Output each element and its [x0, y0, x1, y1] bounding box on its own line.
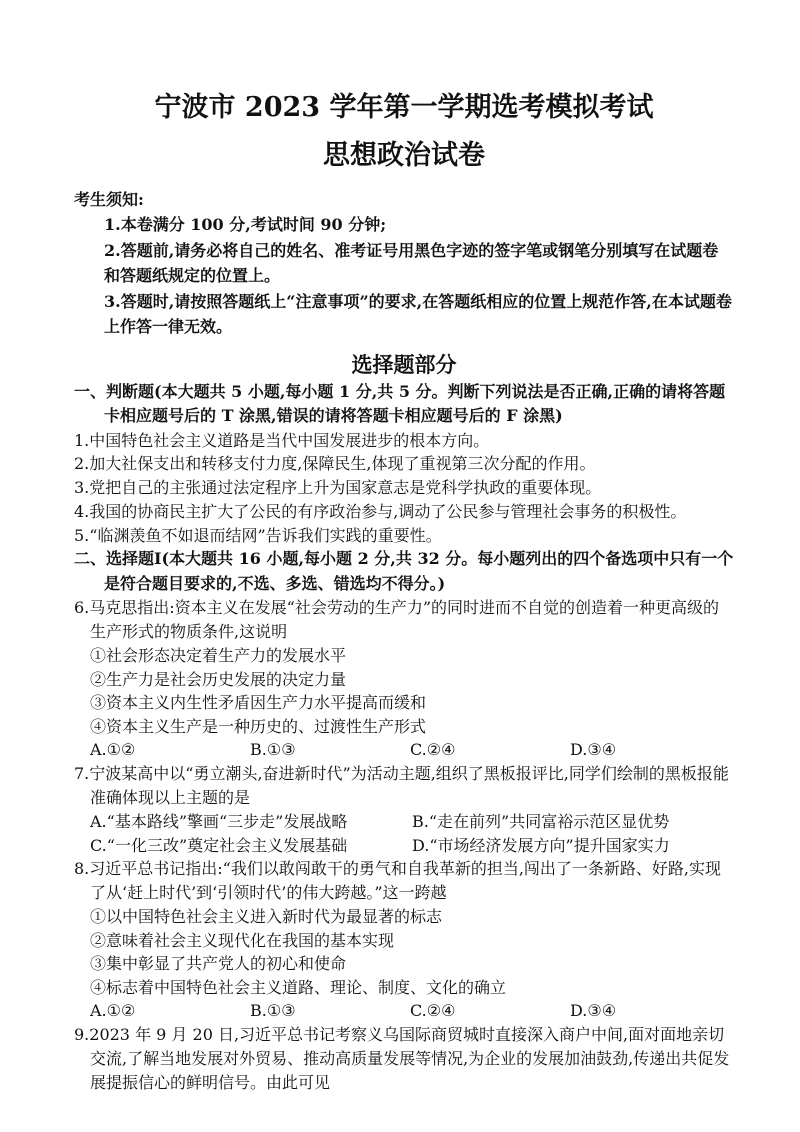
- question-8-option: ②意味着社会主义现代化在我国的基本实现: [90, 930, 395, 950]
- question-6-option: ①社会形态决定着生产力的发展水平: [90, 646, 347, 666]
- question-4: 4.我国的协商民主扩大了公民的有序政治参与,调动了公民参与管理社会事务的积极性。: [74, 501, 687, 521]
- question-9-stem: 9.2023 年 9 月 20 日,习近平总书记考察义乌国际商贸城时直接深入商户中间,面对面地亲切交流,了解当地发展对外贸易、推动高质量发展等情况,为企业的发展加油鼓劲,传递出共促发展提振信心的鲜明信号。由此可见: [74, 1025, 730, 1092]
- question-8-option: ④标志着中国特色社会主义道路、理论、制度、文化的确立: [90, 977, 507, 997]
- question-8-option: ③集中彰显了共产党人的初心和使命: [90, 954, 347, 974]
- question-6-option: ③资本主义内生性矛盾因生产力水平提高而缓和: [90, 693, 427, 713]
- choice-a: A.①②: [90, 740, 136, 760]
- question-8-option: ①以中国特色社会主义进入新时代为最显著的标志: [90, 907, 443, 927]
- question-1: 1.中国特色社会主义道路是当代中国发展进步的根本方向。: [74, 430, 490, 450]
- question-6-choices: [74, 738, 734, 762]
- question-6-option: ④资本主义生产是一种历史的、过渡性生产形式: [90, 716, 427, 736]
- part1-heading: 一、判断题(本大题共 5 小题,每小题 1 分,共 5 分。判断下列说法是否正确,正确的请将答题卡相应题号后的 T 涂黑,错误的请将答题卡相应题号后的 F 涂黑): [74, 381, 726, 425]
- choice-c: C.“一化三改”奠定社会主义发展基础: [90, 835, 348, 855]
- choice-b: B.“走在前列”共同富裕示范区显优势: [412, 811, 670, 831]
- question-7-choices-row2: [74, 834, 734, 858]
- question-2: 2.加大社保支出和转移支付力度,保障民生,体现了重视第三次分配的作用。: [74, 454, 596, 474]
- page-subtitle: 思想政治试卷: [323, 140, 485, 171]
- choice-b: B.①③: [250, 740, 296, 760]
- choice-d: D.③④: [570, 740, 617, 760]
- question-6-stem: 6.马克思指出:资本主义在发展“社会劳动的生产力”的同时进而不自觉的创造着一种更高级的生产形式的物质条件,这说明: [74, 598, 720, 642]
- section-title: 选择题部分: [351, 351, 457, 377]
- question-3: 3.党把自己的主张通过法定程序上升为国家意志是党科学执政的重要体现。: [74, 478, 602, 498]
- question-6-option: ②生产力是社会历史发展的决定力量: [90, 669, 347, 689]
- notice-heading: 考生须知:: [74, 190, 144, 209]
- choice-c: C.②④: [410, 740, 456, 760]
- question-7-choices-row1: [74, 810, 734, 834]
- notice-item: 3.答题时,请按照答题纸上“注意事项”的要求,在答题纸相应的位置上规范作答,在本试题卷上作答一律无效。: [104, 291, 732, 336]
- choice-b: B.①③: [250, 1001, 296, 1021]
- choice-d: D.③④: [570, 1001, 617, 1021]
- question-8-stem: 8.习近平总书记指出:“我们以敢闯敢干的勇气和自我革新的担当,闯出了一条新路、好路,实现了从‘赶上时代’到‘引领时代’的伟大跨越。”这一跨越: [74, 859, 722, 903]
- notice-item: 2.答题前,请务必将自己的姓名、准考证号用黑色字迹的签字笔或钢笔分别填写在试题卷和答题纸规定的位置上。: [104, 240, 719, 285]
- part2-heading: 二、选择题Ⅰ(本大题共 16 小题,每小题 2 分,共 32 分。每小题列出的四个备选项中只有一个是符合题目要求的,不选、多选、错选均不得分。): [74, 549, 734, 593]
- choice-d: D.“市场经济发展方向”提升国家实力: [412, 835, 670, 855]
- choice-c: C.②④: [410, 1001, 456, 1021]
- question-5: 5.“临渊羡鱼不如退而结网”告诉我们实践的重要性。: [74, 525, 442, 545]
- choice-a: A.“基本路线”擎画“三步走”发展战略: [90, 811, 348, 831]
- page-title: 宁波市 2023 学年第一学期选考模拟考试: [154, 92, 654, 123]
- question-8-choices: [74, 999, 734, 1023]
- question-7-stem: 7.宁波某高中以“勇立潮头,奋进新时代”为活动主题,组织了黑板报评比,同学们绘制的黑板报能准确体现以上主题的是: [74, 764, 729, 808]
- notice-item: 1.本卷满分 100 分,考试时间 90 分钟;: [104, 215, 387, 234]
- choice-a: A.①②: [90, 1001, 136, 1021]
